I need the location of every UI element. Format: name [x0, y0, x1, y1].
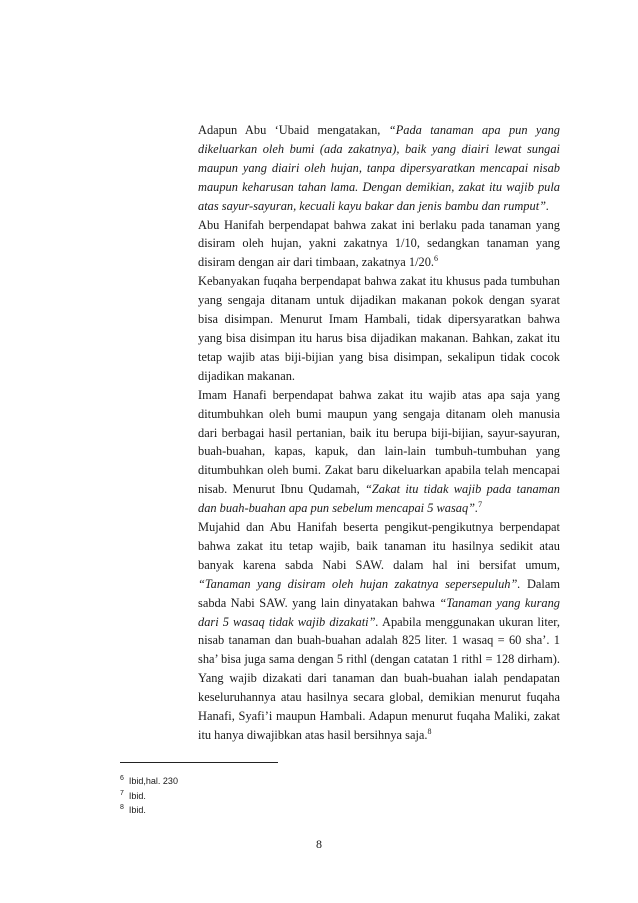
quotation: “Tanaman yang disiram oleh hujan zakatnya sepersepuluh”.	[198, 576, 521, 591]
text-run: Mujahid dan Abu Hanifah beserta pengikut-pengikutnya berpendapat bahwa zakat itu tetap wajib, baik tanaman itu hasilnya sedikit atau banyak karena sabda Nabi SAW. dalam hal ini bersifat umum,	[198, 520, 560, 572]
text-run: Dalam sabda Nabi SAW. yang lain dinyatakan bahwa	[198, 576, 560, 610]
quotation: “Zakat itu tidak wajib pada tanaman dan buah-buahan apa pun sebelum mencapai 5 wasaq”.	[198, 482, 560, 516]
text-run: Adapun Abu ‘Ubaid mengatakan,	[198, 123, 389, 137]
footnote	[120, 803, 520, 818]
text-run: Kebanyakan fuqaha berpendapat bahwa zakat itu khusus pada tumbuhan yang sengaja ditanam untuk dijadikan makanan pokok dengan syarat bisa disimpan. Menurut Imam Hambali, tidak dipersyaratkan bahwa yang bisa disimpan itu harus bisa dijadikan makanan. Bahkan, zakat itu tetap wajib atas biji-bijian yang bisa disimpan, sekalipun tidak cocok dijadikan makanan.	[198, 274, 560, 383]
footnote-reference: 7	[478, 500, 483, 509]
footnote-separator	[120, 762, 278, 763]
quotation: “Tanaman yang kurang dari 5 wasaq tidak wajib dizakati”.	[198, 595, 560, 629]
footnote-text: Ibid,hal. 230	[128, 776, 178, 786]
paragraph	[198, 121, 560, 216]
text-run: Abu Hanifah berpendapat bahwa zakat ini berlaku pada tanaman yang disiram oleh hujan, yakni zakatnya 1/10, sedangkan tanaman yang disiram dengan air dari timbaan, zakatnya 1/20.	[198, 217, 560, 270]
footnote-text: Ibid.	[128, 805, 146, 815]
paragraph	[198, 272, 560, 385]
text-run: Apabila menggunakan ukuran liter, nisab tanaman dan buah-buahan adalah 825 liter. 1 wasaq = 60 sha’. 1 sha’ bisa juga sama dengan 5 rithl (dengan catatan 1 rithl = 128 dirham). Yang wajib dizakati dari tanaman dan buah-buahan ialah pendapatan keseluruhannya atau hasilnya secara global, demikian menurut fuqaha Hanafi, Syafi’i maupun Hambali. Adapun menurut fuqaha Maliki, zakat itu hanya diwajibkan atas hasil bersihnya saja.	[198, 614, 560, 742]
body-text	[198, 121, 560, 745]
paragraph	[198, 518, 560, 745]
text-run: Imam Hanafi berpendapat bahwa zakat itu wajib atas apa saja yang ditumbuhkan oleh bumi maupun yang sengaja ditanam oleh manusia dari berbagai hasil pertanian, baik itu berupa biji-bijian, sayur-sayuran, buah-buahan, kapas, kapuk, dan lain-lain tumbuh-tumbuhan yang ditumbuhkan oleh bumi. Zakat baru dikeluarkan apabila telah mencapai nisab. Menurut Ibnu Qudamah,	[198, 387, 560, 497]
footnote-reference: 6	[434, 254, 439, 264]
paragraph	[198, 216, 560, 273]
quotation: “Pada tanaman apa pun yang dikeluarkan oleh bumi (ada zakatnya), baik yang diairi lewat sungai maupun yang diairi oleh hujan, tanpa dipersyaratkan mencapai nisab maupun keharusan tahan lama. Dengan demikian, zakat itu wajib pula atas sayur-sayuran, kecuali kayu bakar dan jenis bambu dan rumput”.	[198, 123, 561, 213]
page-number: 8	[316, 837, 322, 851]
footnote-number: 7	[120, 789, 124, 797]
paragraph	[198, 386, 560, 518]
footnote-number: 6	[120, 775, 124, 782]
footnote-number: 8	[120, 804, 124, 811]
footnote-reference: 8	[427, 726, 432, 736]
footnotes	[120, 774, 520, 818]
footnote	[120, 774, 520, 789]
footnote	[120, 789, 520, 804]
footnote-text: Ibid.	[128, 790, 146, 801]
